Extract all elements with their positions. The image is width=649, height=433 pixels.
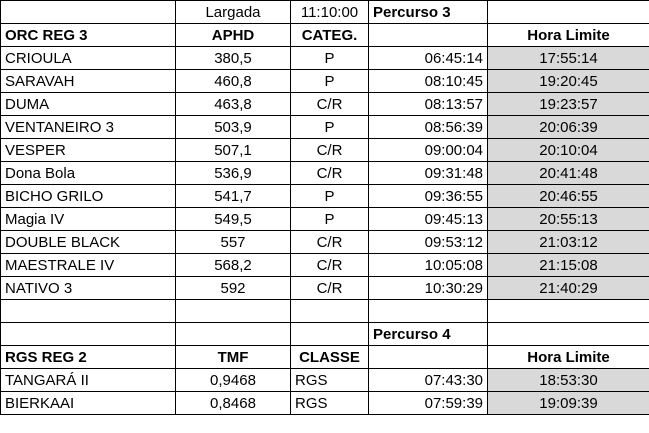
- boat-name-cell[interactable]: Dona Bola: [1, 162, 176, 185]
- categ-header[interactable]: CATEG.: [291, 24, 369, 47]
- empty-cell[interactable]: [291, 300, 369, 323]
- categ-cell[interactable]: C/R: [291, 93, 369, 116]
- hora-limite-cell[interactable]: 19:09:39: [488, 392, 649, 415]
- boat-name-cell[interactable]: SARAVAH: [1, 70, 176, 93]
- aphd-cell[interactable]: 557: [176, 231, 291, 254]
- orc-header-row: [1, 24, 649, 47]
- hora-limite-cell[interactable]: 17:55:14: [488, 47, 649, 70]
- aphd-cell[interactable]: 592: [176, 277, 291, 300]
- largada-time-cell[interactable]: 11:10:00: [291, 1, 369, 24]
- boat-name-cell[interactable]: VENTANEIRO 3: [1, 116, 176, 139]
- percurso-3-cell[interactable]: Percurso 3: [369, 1, 488, 24]
- boat-name-cell[interactable]: BIERKAAI: [1, 392, 176, 415]
- classe-header[interactable]: CLASSE: [291, 346, 369, 369]
- hora-limite-cell[interactable]: 20:06:39: [488, 116, 649, 139]
- categ-cell[interactable]: P: [291, 208, 369, 231]
- boat-name-cell[interactable]: DOUBLE BLACK: [1, 231, 176, 254]
- boat-name-cell[interactable]: CRIOULA: [1, 47, 176, 70]
- largada-label-cell[interactable]: Largada: [176, 1, 291, 24]
- hora-limite-header[interactable]: Hora Limite: [488, 346, 649, 369]
- start-time-cell[interactable]: 09:36:55: [369, 185, 488, 208]
- start-time-cell[interactable]: 10:30:29: [369, 277, 488, 300]
- empty-cell[interactable]: [1, 323, 176, 346]
- rgs-data-row: [1, 392, 649, 415]
- hora-limite-cell[interactable]: 21:03:12: [488, 231, 649, 254]
- rgs-data-row: [1, 369, 649, 392]
- boat-name-cell[interactable]: NATIVO 3: [1, 277, 176, 300]
- aphd-cell[interactable]: 568,2: [176, 254, 291, 277]
- classe-cell[interactable]: RGS: [291, 392, 369, 415]
- classe-cell[interactable]: RGS: [291, 369, 369, 392]
- header-info-row: [1, 1, 649, 24]
- hora-limite-cell[interactable]: 20:41:48: [488, 162, 649, 185]
- aphd-cell[interactable]: 549,5: [176, 208, 291, 231]
- start-time-cell[interactable]: 08:13:57: [369, 93, 488, 116]
- categ-cell[interactable]: P: [291, 185, 369, 208]
- empty-cell[interactable]: [488, 323, 649, 346]
- start-time-cell[interactable]: 09:45:13: [369, 208, 488, 231]
- aphd-cell[interactable]: 507,1: [176, 139, 291, 162]
- blank-row: [1, 300, 649, 323]
- spreadsheet-body: [1, 1, 649, 415]
- hora-limite-cell[interactable]: 20:46:55: [488, 185, 649, 208]
- orc-data-row: [1, 93, 649, 116]
- aphd-cell[interactable]: 463,8: [176, 93, 291, 116]
- aphd-cell[interactable]: 541,7: [176, 185, 291, 208]
- orc-data-row: [1, 162, 649, 185]
- empty-cell[interactable]: [1, 1, 176, 24]
- boat-name-cell[interactable]: DUMA: [1, 93, 176, 116]
- hora-limite-header[interactable]: Hora Limite: [488, 24, 649, 47]
- tmf-cell[interactable]: 0,9468: [176, 369, 291, 392]
- hora-limite-cell[interactable]: 20:55:13: [488, 208, 649, 231]
- boat-name-cell[interactable]: Magia IV: [1, 208, 176, 231]
- empty-cell[interactable]: [1, 300, 176, 323]
- empty-cell[interactable]: [176, 300, 291, 323]
- hora-limite-cell[interactable]: 19:20:45: [488, 70, 649, 93]
- hora-limite-cell[interactable]: 19:23:57: [488, 93, 649, 116]
- start-time-cell[interactable]: 07:59:39: [369, 392, 488, 415]
- start-time-cell[interactable]: 07:43:30: [369, 369, 488, 392]
- boat-name-cell[interactable]: BICHO GRILO: [1, 185, 176, 208]
- orc-data-row: [1, 277, 649, 300]
- hora-limite-cell[interactable]: 21:40:29: [488, 277, 649, 300]
- boat-name-cell[interactable]: VESPER: [1, 139, 176, 162]
- orc-class-header[interactable]: ORC REG 3: [1, 24, 176, 47]
- orc-data-row: [1, 231, 649, 254]
- categ-cell[interactable]: C/R: [291, 231, 369, 254]
- aphd-cell[interactable]: 380,5: [176, 47, 291, 70]
- orc-data-row: [1, 47, 649, 70]
- categ-cell[interactable]: P: [291, 116, 369, 139]
- empty-cell[interactable]: [291, 323, 369, 346]
- start-time-cell[interactable]: 09:31:48: [369, 162, 488, 185]
- start-time-cell[interactable]: 06:45:14: [369, 47, 488, 70]
- categ-cell[interactable]: P: [291, 47, 369, 70]
- percurso-4-cell[interactable]: Percurso 4: [369, 323, 488, 346]
- start-time-cell[interactable]: 09:53:12: [369, 231, 488, 254]
- orc-data-row: [1, 185, 649, 208]
- percurso-4-row: [1, 323, 649, 346]
- hora-limite-cell[interactable]: 21:15:08: [488, 254, 649, 277]
- tmf-header[interactable]: TMF: [176, 346, 291, 369]
- categ-cell[interactable]: C/R: [291, 277, 369, 300]
- empty-cell[interactable]: [176, 323, 291, 346]
- boat-name-cell[interactable]: MAESTRALE IV: [1, 254, 176, 277]
- categ-cell[interactable]: P: [291, 70, 369, 93]
- start-time-cell[interactable]: 10:05:08: [369, 254, 488, 277]
- boat-name-cell[interactable]: TANGARÁ II: [1, 369, 176, 392]
- aphd-header[interactable]: APHD: [176, 24, 291, 47]
- categ-cell[interactable]: C/R: [291, 162, 369, 185]
- rgs-class-header[interactable]: RGS REG 2: [1, 346, 176, 369]
- rgs-header-row: [1, 346, 649, 369]
- aphd-cell[interactable]: 536,9: [176, 162, 291, 185]
- empty-cell[interactable]: [488, 300, 649, 323]
- empty-cell[interactable]: [488, 1, 649, 24]
- orc-data-row: [1, 70, 649, 93]
- empty-cell[interactable]: [369, 24, 488, 47]
- orc-data-row: [1, 208, 649, 231]
- start-time-cell[interactable]: 09:00:04: [369, 139, 488, 162]
- tmf-cell[interactable]: 0,8468: [176, 392, 291, 415]
- hora-limite-cell[interactable]: 20:10:04: [488, 139, 649, 162]
- orc-data-row: [1, 139, 649, 162]
- aphd-cell[interactable]: 460,8: [176, 70, 291, 93]
- aphd-cell[interactable]: 503,9: [176, 116, 291, 139]
- orc-data-row: [1, 254, 649, 277]
- empty-cell[interactable]: [369, 346, 488, 369]
- empty-cell[interactable]: [369, 300, 488, 323]
- orc-data-row: [1, 116, 649, 139]
- hora-limite-cell[interactable]: 18:53:30: [488, 369, 649, 392]
- start-time-cell[interactable]: 08:10:45: [369, 70, 488, 93]
- start-time-cell[interactable]: 08:56:39: [369, 116, 488, 139]
- categ-cell[interactable]: C/R: [291, 139, 369, 162]
- categ-cell[interactable]: C/R: [291, 254, 369, 277]
